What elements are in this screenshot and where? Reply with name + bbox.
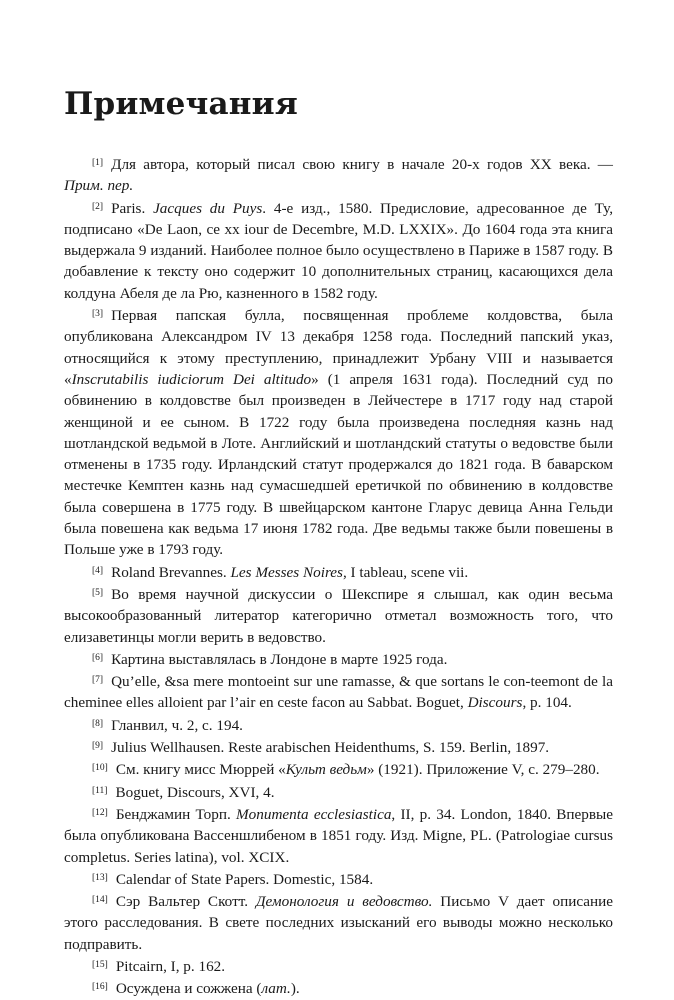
footnote-text: Сэр Вальтер Скотт.	[115, 893, 256, 911]
footnote-text: Qu’elle, &sa mere montoeint sur une ramasse, & que sortans le con-teemont de la cheminee elles alloient par l’air en ceste facon au Sabbat. Boguet,	[64, 673, 613, 712]
page-title: Примечания	[64, 86, 298, 122]
footnote-text: , I tableau, scene vii.	[342, 563, 469, 581]
footnote-number: [8]	[92, 718, 104, 729]
footnote-text: Первая папская булла, посвященная проблеме колдовства, была опубликована Александром IV 13 декабря 1258 года. Последний папский указ, относящийся к этому преступлению, принадлежит Урбану VIII и называется «	[64, 307, 613, 388]
footnote-text: Осуждена и сожжена (	[115, 980, 262, 998]
footnote-number: [7]	[92, 675, 104, 686]
footnote-italic-text: Jacques du Puys	[153, 199, 263, 217]
footnote-number: [5]	[92, 587, 104, 598]
footnote-number: [16]	[92, 982, 108, 993]
footnote	[64, 648, 613, 670]
footnote-italic-text: Культ ведьм	[285, 761, 367, 779]
footnote-text: Письмо V дает описание этого расследования. В свете последних изысканий его выводы можно несколько подправить.	[64, 893, 613, 953]
footnote-text: Pitcairn, I, p. 162.	[115, 957, 226, 975]
footnote	[64, 736, 613, 758]
footnote-italic-text: Inscrutabilis iudiciorum Dei altitudo	[71, 370, 312, 388]
footnote-number: [15]	[92, 959, 108, 970]
footnote-number: [10]	[92, 763, 108, 774]
footnote-text: Картина выставлялась в Лондоне в марте 1925 года.	[111, 650, 448, 668]
footnote-text: , p. 104.	[522, 694, 572, 712]
footnote-text: Boguet, Discours, XVI, 4.	[115, 783, 275, 801]
footnote-italic-text: Monumenta ecclesiastica	[236, 805, 392, 823]
footnote	[64, 197, 613, 304]
footnote-text: Гланвил, ч. 2, с. 194.	[111, 716, 243, 734]
footnote	[64, 977, 613, 999]
footnote-text: ).	[290, 980, 300, 998]
footnote-number: [4]	[92, 565, 104, 576]
footnote-number: [2]	[92, 201, 104, 212]
footnote	[64, 955, 613, 977]
footnote-number: [6]	[92, 652, 104, 663]
footnote-text: » (1 апреля 1631 года). Последний суд по обвинению в колдовстве был произведен в Лейчестере в 1717 году над старой женщиной и ее сыном. В 1722 году была произведена последняя казнь над шотландской ведьмой в Лоте. Английский и шотландский статуты о ведовстве были отменены в 1735 году. Ирландский статут продержался до 1821 года. В баварском местечке Кемптен казнь над сумасшедшей еретичкой по обвинению в колдовстве была совершена в 1775 году. В швейцарском кантоне Гларус девица Анна Гельди была повешена как ведьма 17 июня 1782 года. Две ведьмы также были повешены в Польше уже в 1793 году.	[64, 370, 613, 559]
footnote	[64, 304, 613, 561]
footnote	[64, 803, 613, 868]
footnote-text: Roland Brevannes.	[111, 563, 231, 581]
footnote-number: [13]	[92, 872, 108, 883]
footnote-italic-text: лат.	[261, 980, 291, 998]
footnote-text: Calendar of State Papers. Domestic, 1584.	[115, 870, 374, 888]
footnote	[64, 890, 613, 955]
footnote-italic-text: Демонология и ведовство.	[255, 893, 433, 911]
footnote	[64, 868, 613, 890]
footnote-text: . 4-е изд., 1580. Предисловие, адресованное де Ту, подписано «De Laon, ce xx iour de Decembre, M.D. LXXIX». До 1604 года эта книга выдержала 9 изданий. Наиболее полное было осуществлено в Париже в 1587 году. В добавление к тексту оно содержит 10 дополнительных страниц, касающихся дела колдуна Абеля де ла Рю, казненного в 1582 году.	[64, 199, 614, 302]
footnote	[64, 714, 613, 736]
footnote	[64, 758, 613, 780]
footnote-text: Для автора, который писал свою книгу в начале 20-х годов XX века. —	[111, 156, 613, 173]
footnote-text: Paris.	[111, 199, 154, 217]
footnote-number: [12]	[92, 807, 108, 818]
footnote	[64, 781, 613, 803]
footnote-number: [1]	[92, 158, 104, 168]
footnote-number: [9]	[92, 741, 104, 752]
footnote-text: Julius Wellhausen. Reste arabischen Heidenthums, S. 159. Berlin, 1897.	[111, 739, 550, 757]
footnote-text: См. книгу мисс Мюррей «	[115, 761, 286, 779]
footnote-italic-text: Discours	[467, 694, 523, 712]
footnote-italic-text: Прим. пер.	[64, 177, 134, 195]
footnote-number: [14]	[92, 895, 108, 906]
footnote-text: Во время научной дискуссии о Шекспире я слышал, как один весьма высокообразованный литератор категорично отметал возможность того, что елизаветинцы могли верить в ведовство.	[64, 585, 613, 646]
footnote	[64, 153, 613, 197]
notes-list	[64, 153, 613, 1000]
footnote-italic-text: Les Messes Noires	[230, 563, 343, 581]
footnote-text: , II, p. 34. London, 1840. Впервые была опубликована Вассеншлибеном в 1851 году. Изд. Migne, PL. (Patrologiae cursus completus. Series latina), vol. XCIX.	[64, 805, 613, 866]
footnote	[64, 583, 613, 648]
footnote	[64, 561, 613, 583]
footnote-text: Бенджамин Торп.	[115, 805, 237, 823]
footnote	[64, 670, 613, 714]
footnote-number: [3]	[92, 309, 104, 320]
footnote-text: » (1921). Приложение V, с. 279–280.	[366, 761, 600, 779]
footnote-number: [11]	[92, 785, 108, 796]
